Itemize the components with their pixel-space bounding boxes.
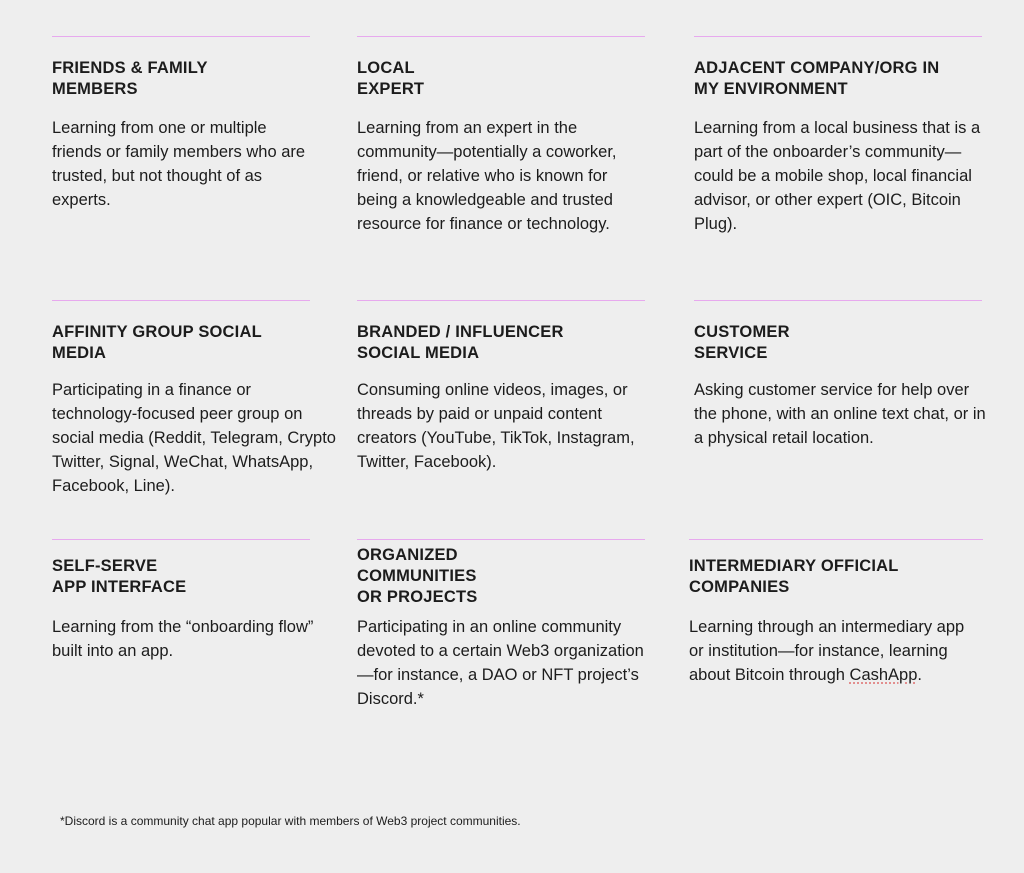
description-text-end: . xyxy=(917,666,923,684)
card-description: Learning from an expert in the community—potentially a coworker, friend, or relative who is known for being a knowledgeable and trusted resource for finance or technology. xyxy=(357,119,617,233)
divider xyxy=(52,300,310,301)
divider xyxy=(357,36,645,37)
card-title: LOCAL EXPERT xyxy=(357,59,425,98)
card-title: AFFINITY GROUP SOCIAL MEDIA xyxy=(52,323,262,362)
card-title: SELF-SERVE APP INTERFACE xyxy=(52,557,187,596)
divider xyxy=(694,300,982,301)
divider xyxy=(694,36,982,37)
divider xyxy=(357,300,645,301)
card-title: INTERMEDIARY OFFICIAL COMPANIES xyxy=(689,557,899,596)
card-title: BRANDED / INFLUENCER SOCIAL MEDIA xyxy=(357,323,564,362)
card-title: CUSTOMER SERVICE xyxy=(694,323,790,362)
card-title: ORGANIZED COMMUNITIES OR PROJECTS xyxy=(357,546,478,606)
description-text: Learning through an intermediary app or institution—for instance, learning about Bitcoin through xyxy=(689,618,965,684)
cashapp-link[interactable]: CashApp xyxy=(849,666,918,684)
card-description: Learning from the “onboarding flow” built into an app. xyxy=(52,618,314,660)
divider xyxy=(357,539,645,540)
divider xyxy=(52,36,310,37)
card-description: Asking customer service for help over the phone, with an online text chat, or in a physical retail location. xyxy=(694,381,986,447)
card-title: FRIENDS & FAMILY MEMBERS xyxy=(52,59,208,98)
divider xyxy=(689,539,983,540)
card-description: Consuming online videos, images, or threads by paid or unpaid content creators (YouTube, TikTok, Instagram, Twitter, Facebook). xyxy=(357,381,635,471)
card-description: Learning from a local business that is a part of the onboarder’s community—could be a mobile shop, local financial advisor, or other expert (OIC, Bitcoin Plug). xyxy=(694,119,981,233)
card-description: Learning from one or multiple friends or family members who are trusted, but not thought of as experts. xyxy=(52,119,306,209)
card-title: ADJACENT COMPANY/ORG IN MY ENVIRONMENT xyxy=(694,59,940,98)
card-description: Participating in a finance or technology-focused peer group on social media (Reddit, Telegram, Crypto Twitter, Signal, WeChat, WhatsApp, Facebook, Line). xyxy=(52,381,336,495)
card-description xyxy=(689,615,969,687)
card-description: Participating in an online community devoted to a certain Web3 organization —for instance, a DAO or NFT project’s Discord.* xyxy=(357,618,644,708)
divider xyxy=(52,539,310,540)
footnote: *Discord is a community chat app popular with members of Web3 project communities. xyxy=(60,814,521,828)
